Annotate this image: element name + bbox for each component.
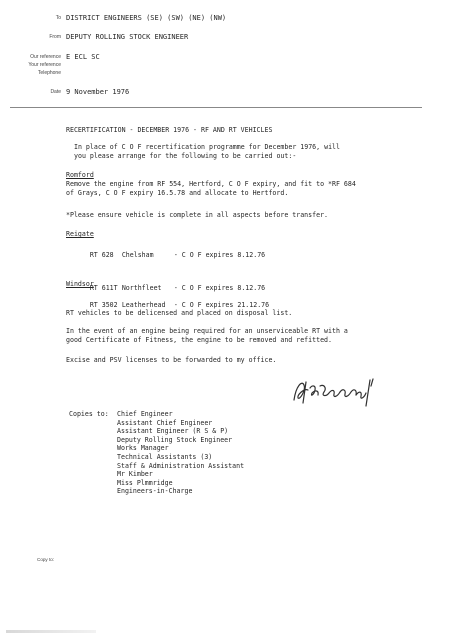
your-reference-label: Your reference	[28, 62, 61, 68]
windsor-heading: Windsor	[66, 280, 94, 288]
vehicle-location: Northfleet	[121, 284, 162, 292]
vehicle-location: Leatherhead	[121, 301, 166, 309]
romford-heading: Romford	[66, 171, 94, 179]
date-value: 9 November 1976	[66, 88, 130, 96]
disposal-paragraph	[66, 309, 426, 318]
copies-recipient: Mr Kimber	[117, 470, 153, 479]
scan-smudge	[6, 630, 96, 633]
to-label: To	[55, 15, 61, 21]
vehicle-number: RT 611T	[89, 284, 118, 292]
event-paragraph	[66, 327, 426, 345]
romford-line-2: of Grays, C O F expiry 16.5.78 and allocate to Hertford.	[66, 189, 289, 197]
event-line-2: good Certificate of Fitness, the engine to be removed and refitted.	[66, 336, 332, 344]
copies-recipient: Deputy Rolling Stock Engineer	[117, 435, 233, 444]
copies-recipient: Staff & Administration Assistant	[117, 461, 245, 470]
vehicle-number: RT 628	[89, 251, 114, 259]
cof-expiry: - C O F expires 8.12.76	[173, 251, 266, 259]
header-divider	[10, 107, 422, 108]
event-line-1: In the event of an engine being required for an unserviceable RT with a	[66, 327, 348, 335]
copies-recipient: Assistant Chief Engineer	[117, 418, 213, 427]
from-value: DEPUTY ROLLING STOCK ENGINEER	[66, 33, 189, 41]
copy-to-label: Copy to:	[37, 557, 55, 562]
our-reference-label: Our reference	[30, 54, 61, 60]
copies-recipient: Technical Assistants (3)	[117, 452, 213, 461]
licences-paragraph	[66, 356, 426, 365]
copies-first-line	[69, 410, 244, 419]
copies-recipient: Engineers-in-Charge	[117, 487, 193, 496]
romford-section	[66, 171, 426, 198]
cof-expiry: - C O F expires 8.12.76	[173, 284, 266, 292]
copies-recipient: Miss Plmmridge	[117, 478, 173, 487]
romford-line-1: Remove the engine from RF 554, Hertford, C O F expiry, and fit to *RF 684	[66, 180, 356, 188]
romford-note	[66, 211, 426, 220]
intro-line-1: In place of C O F recertification programme for December 1976, will	[74, 143, 340, 151]
reigate-heading: Reigate	[66, 230, 94, 238]
licences-text: Excise and PSV licenses to be forwarded to my office.	[66, 356, 277, 364]
copies-recipient: Assistant Engineer (R S & P)	[117, 427, 229, 436]
signature-scribble	[290, 376, 380, 410]
copies-label: Copies to:	[69, 410, 109, 418]
subject-line	[66, 126, 426, 135]
telephone-label: Telephone	[37, 70, 61, 76]
romford-note-text: *Please ensure vehicle is complete in all aspects before transfer.	[66, 211, 329, 219]
vehicle-location: Chelsham	[121, 251, 154, 259]
memo-subject: RECERTIFICATION - DECEMBER 1976 - RF AND RT VEHICLES	[66, 126, 273, 134]
cof-expiry: - C O F expires 21.12.76	[173, 301, 270, 309]
from-label: From	[49, 34, 61, 40]
date-label: Date	[50, 89, 61, 95]
reigate-row	[66, 242, 426, 269]
copies-recipient: Chief Engineer	[117, 410, 173, 418]
intro-line-2: you please arrange for the following to be carried out:-	[74, 152, 297, 160]
copies-list	[69, 410, 244, 496]
copies-recipient: Works Manager	[117, 444, 169, 453]
vehicle-number: RT 3502	[89, 301, 118, 309]
intro-paragraph	[66, 143, 434, 161]
our-reference-value: E ECL SC	[66, 53, 100, 61]
to-value: DISTRICT ENGINEERS (SE) (SW) (NE) (NW)	[66, 14, 227, 22]
disposal-text: RT vehicles to be delicensed and placed on disposal list.	[66, 309, 293, 317]
